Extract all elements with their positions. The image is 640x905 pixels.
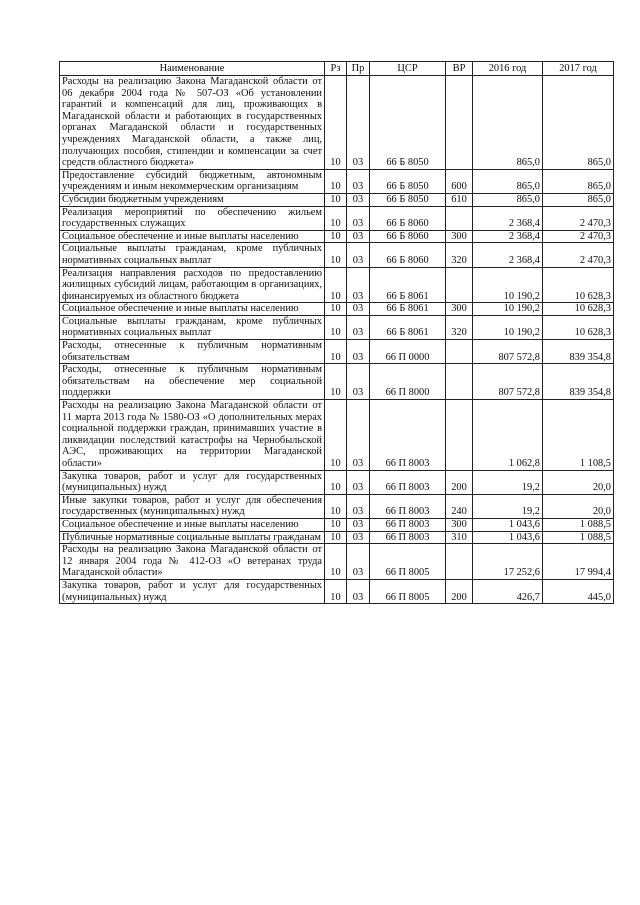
cell-2016: 2 368,4 — [473, 230, 543, 243]
cell-2016: 19,2 — [473, 470, 543, 494]
cell-pr: 03 — [347, 579, 370, 603]
cell-rz: 10 — [325, 193, 347, 206]
cell-name: Иные закупки товаров, работ и услуг для обеспечения государственных (муниципальных) нужд — [60, 494, 325, 518]
cell-name: Субсидии бюджетным учреждениям — [60, 193, 325, 206]
cell-2017: 445,0 — [543, 579, 614, 603]
table-row — [60, 303, 614, 316]
cell-name: Расходы, отнесенные к публичным нормативным обязательствам на обеспечение мер социальной поддержки — [60, 364, 325, 400]
cell-pr: 03 — [347, 494, 370, 518]
cell-vr — [446, 76, 473, 170]
cell-2016: 1 043,6 — [473, 518, 543, 531]
cell-2016: 2 368,4 — [473, 206, 543, 230]
header-2016: 2016 год — [473, 62, 543, 76]
cell-pr: 03 — [347, 315, 370, 339]
cell-pr: 03 — [347, 193, 370, 206]
table-row — [60, 518, 614, 531]
cell-vr: 600 — [446, 169, 473, 193]
cell-rz: 10 — [325, 470, 347, 494]
table-row — [60, 400, 614, 471]
cell-name: Расходы на реализацию Закона Магаданской области от 06 декабря 2004 года № 507-ОЗ «Об установлении гарантий и компенсаций для лиц, проживающих в Магаданской области и работающих в государственных органах Магаданской области и государственных учреждениях Магаданской области, а также лиц, получающих пособия, стипендии и компенсации за счет средств областного бюджета» — [60, 76, 325, 170]
cell-2017: 2 470,3 — [543, 230, 614, 243]
cell-vr — [446, 364, 473, 400]
table-row — [60, 243, 614, 267]
cell-rz: 10 — [325, 579, 347, 603]
cell-2017: 1 088,5 — [543, 531, 614, 544]
table-row — [60, 193, 614, 206]
cell-vr: 300 — [446, 303, 473, 316]
cell-2016: 1 062,8 — [473, 400, 543, 471]
cell-rz: 10 — [325, 303, 347, 316]
cell-vr: 320 — [446, 243, 473, 267]
cell-rz: 10 — [325, 315, 347, 339]
cell-csr: 66 П 8003 — [370, 400, 446, 471]
cell-2016: 10 190,2 — [473, 267, 543, 303]
cell-name: Публичные нормативные социальные выплаты гражданам — [60, 531, 325, 544]
cell-2017: 839 354,8 — [543, 364, 614, 400]
cell-csr: 66 П 8005 — [370, 544, 446, 580]
cell-name: Расходы на реализацию Закона Магаданской области от 12 января 2004 года № 412-ОЗ «О ветеранах труда Магаданской области» — [60, 544, 325, 580]
cell-vr: 300 — [446, 518, 473, 531]
cell-rz: 10 — [325, 544, 347, 580]
cell-2016: 2 368,4 — [473, 243, 543, 267]
cell-csr: 66 П 8000 — [370, 364, 446, 400]
table-row — [60, 169, 614, 193]
header-csr: ЦСР — [370, 62, 446, 76]
budget-table — [59, 61, 614, 604]
cell-pr: 03 — [347, 243, 370, 267]
cell-rz: 10 — [325, 494, 347, 518]
cell-vr: 300 — [446, 230, 473, 243]
cell-2016: 19,2 — [473, 494, 543, 518]
cell-vr — [446, 340, 473, 364]
table-row — [60, 494, 614, 518]
table-row — [60, 470, 614, 494]
cell-rz: 10 — [325, 518, 347, 531]
cell-csr: 66 Б 8061 — [370, 315, 446, 339]
table-row — [60, 206, 614, 230]
cell-pr: 03 — [347, 303, 370, 316]
cell-csr: 66 Б 8050 — [370, 193, 446, 206]
cell-2016: 17 252,6 — [473, 544, 543, 580]
cell-2016: 865,0 — [473, 169, 543, 193]
cell-csr: 66 Б 8060 — [370, 230, 446, 243]
cell-rz: 10 — [325, 169, 347, 193]
table-row — [60, 579, 614, 603]
table-row — [60, 544, 614, 580]
cell-2017: 20,0 — [543, 494, 614, 518]
cell-2016: 865,0 — [473, 76, 543, 170]
cell-2017: 865,0 — [543, 193, 614, 206]
cell-rz: 10 — [325, 364, 347, 400]
cell-name: Закупка товаров, работ и услуг для государственных (муниципальных) нужд — [60, 470, 325, 494]
cell-csr: 66 Б 8061 — [370, 303, 446, 316]
cell-vr — [446, 206, 473, 230]
cell-csr: 66 Б 8060 — [370, 243, 446, 267]
cell-csr: 66 Б 8060 — [370, 206, 446, 230]
table-header-row — [60, 62, 614, 76]
cell-vr: 200 — [446, 579, 473, 603]
cell-csr: 66 П 8005 — [370, 579, 446, 603]
table-row — [60, 531, 614, 544]
cell-name: Реализация направления расходов по предоставлению жилищных субсидий лицам, работающим в организациях, финансируемых из областного бюджета — [60, 267, 325, 303]
cell-pr: 03 — [347, 364, 370, 400]
cell-pr: 03 — [347, 470, 370, 494]
cell-rz: 10 — [325, 243, 347, 267]
cell-vr: 610 — [446, 193, 473, 206]
cell-2016: 426,7 — [473, 579, 543, 603]
cell-name: Предоставление субсидий бюджетным, автономным учреждениям и иным некоммерческим организациям — [60, 169, 325, 193]
cell-pr: 03 — [347, 230, 370, 243]
table-row — [60, 230, 614, 243]
cell-name: Расходы, отнесенные к публичным нормативным обязательствам — [60, 340, 325, 364]
cell-vr: 310 — [446, 531, 473, 544]
cell-vr — [446, 267, 473, 303]
cell-pr: 03 — [347, 340, 370, 364]
table-row — [60, 315, 614, 339]
cell-2016: 807 572,8 — [473, 340, 543, 364]
cell-name: Социальное обеспечение и иные выплаты населению — [60, 518, 325, 531]
cell-2017: 17 994,4 — [543, 544, 614, 580]
cell-2017: 865,0 — [543, 169, 614, 193]
cell-csr: 66 П 8003 — [370, 531, 446, 544]
cell-vr — [446, 544, 473, 580]
cell-name: Социальные выплаты гражданам, кроме публичных нормативных социальных выплат — [60, 315, 325, 339]
cell-pr: 03 — [347, 169, 370, 193]
table-row — [60, 76, 614, 170]
cell-pr: 03 — [347, 544, 370, 580]
cell-2016: 10 190,2 — [473, 315, 543, 339]
cell-vr: 200 — [446, 470, 473, 494]
header-2017: 2017 год — [543, 62, 614, 76]
header-vr: ВР — [446, 62, 473, 76]
cell-csr: 66 П 0000 — [370, 340, 446, 364]
cell-2017: 20,0 — [543, 470, 614, 494]
cell-csr: 66 Б 8050 — [370, 169, 446, 193]
cell-rz: 10 — [325, 400, 347, 471]
cell-pr: 03 — [347, 531, 370, 544]
cell-name: Реализация мероприятий по обеспечению жильем государственных служащих — [60, 206, 325, 230]
cell-2017: 10 628,3 — [543, 303, 614, 316]
cell-vr: 320 — [446, 315, 473, 339]
cell-2016: 807 572,8 — [473, 364, 543, 400]
cell-rz: 10 — [325, 206, 347, 230]
table-row — [60, 364, 614, 400]
cell-2017: 2 470,3 — [543, 206, 614, 230]
cell-rz: 10 — [325, 267, 347, 303]
cell-vr: 240 — [446, 494, 473, 518]
cell-name: Закупка товаров, работ и услуг для государственных (муниципальных) нужд — [60, 579, 325, 603]
cell-2017: 1 108,5 — [543, 400, 614, 471]
cell-2017: 865,0 — [543, 76, 614, 170]
header-name: Наименование — [60, 62, 325, 76]
cell-csr: 66 П 8003 — [370, 518, 446, 531]
cell-2017: 2 470,3 — [543, 243, 614, 267]
cell-2016: 10 190,2 — [473, 303, 543, 316]
cell-pr: 03 — [347, 518, 370, 531]
cell-csr: 66 П 8003 — [370, 494, 446, 518]
cell-csr: 66 Б 8061 — [370, 267, 446, 303]
cell-pr: 03 — [347, 400, 370, 471]
cell-vr — [446, 400, 473, 471]
cell-2016: 1 043,6 — [473, 531, 543, 544]
header-rz: Рз — [325, 62, 347, 76]
cell-csr: 66 Б 8050 — [370, 76, 446, 170]
cell-rz: 10 — [325, 531, 347, 544]
cell-rz: 10 — [325, 76, 347, 170]
table-row — [60, 340, 614, 364]
table-row — [60, 267, 614, 303]
cell-2017: 1 088,5 — [543, 518, 614, 531]
cell-rz: 10 — [325, 230, 347, 243]
cell-2017: 10 628,3 — [543, 267, 614, 303]
cell-csr: 66 П 8003 — [370, 470, 446, 494]
cell-2017: 10 628,3 — [543, 315, 614, 339]
cell-name: Социальные выплаты гражданам, кроме публичных нормативных социальных выплат — [60, 243, 325, 267]
header-pr: Пр — [347, 62, 370, 76]
cell-pr: 03 — [347, 206, 370, 230]
cell-name: Социальное обеспечение и иные выплаты населению — [60, 230, 325, 243]
cell-pr: 03 — [347, 267, 370, 303]
cell-2017: 839 354,8 — [543, 340, 614, 364]
cell-rz: 10 — [325, 340, 347, 364]
cell-2016: 865,0 — [473, 193, 543, 206]
cell-name: Расходы на реализацию Закона Магаданской области от 11 марта 2013 года № 1580-ОЗ «О дополнительных мерах социальной поддержки граждан, принимавших участие в ликвидации последствий катастрофы на Чернобыльской АЭС, проживающих на территории Магаданской области» — [60, 400, 325, 471]
cell-pr: 03 — [347, 76, 370, 170]
cell-name: Социальное обеспечение и иные выплаты населению — [60, 303, 325, 316]
